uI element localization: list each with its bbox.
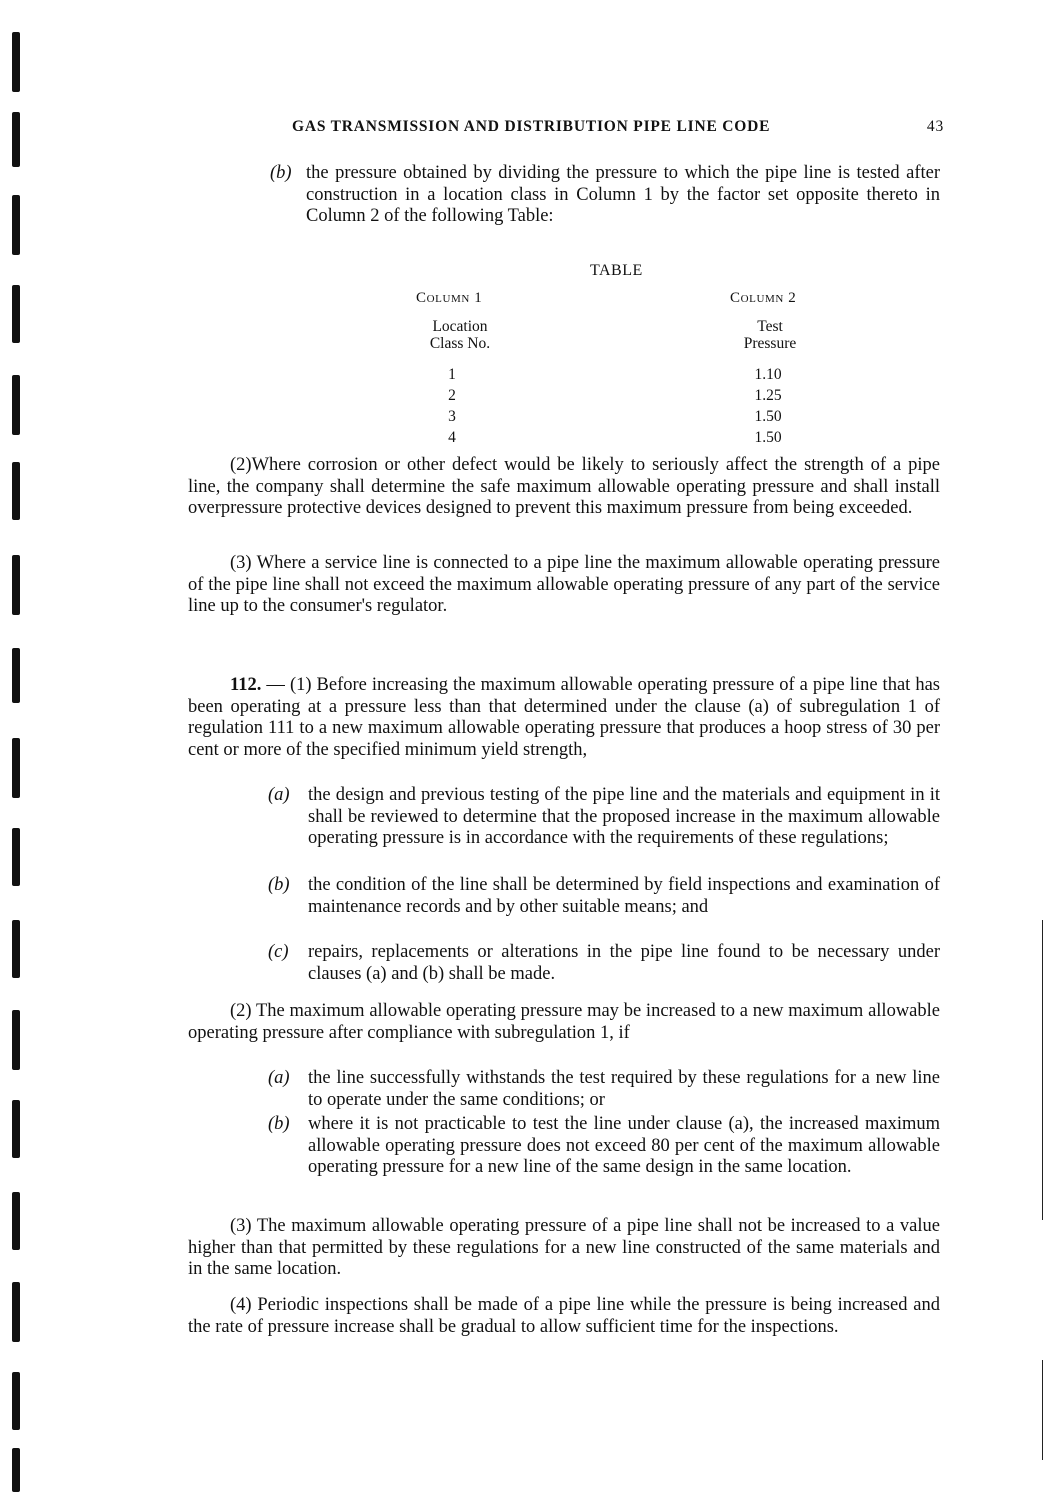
col1-subheading: Location Class No. [429,318,491,352]
binder-mark [12,1010,20,1070]
table-cell-pressure: 1.50 [754,429,782,446]
regulation-intro-text: — (1) Before increasing the maximum allowable operating pressure of a pipe line that has been operating at a pressure less than that determined under the clause (a) of subregulation 1 of regulation 111 to a new maximum allowable operating pressure that produces a hoop stress of 30 per cent or more of the specified minimum yield strength, [188,675,941,760]
clause-label: (a) [268,785,290,805]
binder-mark [12,32,20,92]
clause-text: the line successfully withstands the test required by these regulations for a new line to operate under the same conditions; or [308,1068,940,1110]
binder-mark [12,1100,20,1158]
clause-text: where it is not practicable to test the line under clause (a), the increased maximum allowable operating pressure does not exceed 80 per cent of the maximum allowable operating pressure for a new line of the same design in the same location. [308,1114,940,1177]
binder-mark [12,1372,20,1430]
running-header [292,118,944,136]
col2-heading: Column 2 [730,290,797,306]
clause-text: the condition of the line shall be determined by field inspections and examination of maintenance records and by other suitable means; and [308,875,940,917]
col2-subheading: Test Pressure [743,318,797,352]
col1-heading: Column 1 [416,290,483,306]
regulation-112-para-2: (2) The maximum allowable operating pressure may be increased to a new maximum allowable operating pressure after compliance with subregulation 1, if [188,1001,940,1043]
regulation-112-para-3: (3) The maximum allowable operating pressure of a pipe line shall not be increased to a value higher than that permitted by these regulations for a new line constructed of the same materials and in the same location. [188,1216,940,1279]
scan-edge-line [1042,1360,1043,1460]
table-cell-location: 1 [448,366,456,383]
clause-label: (b) [268,875,290,895]
regulation-112-para-4: (4) Periodic inspections shall be made of a pipe line while the pressure is being increased and the rate of pressure increase shall be gradual to allow sufficient time for the inspections. [188,1295,940,1337]
binder-mark [12,1282,20,1342]
scan-edge-line [1042,920,1043,1220]
binder-mark [12,555,20,615]
paragraph-3: (3) Where a service line is connected to a pipe line the maximum allowable operating pressure of the pipe line shall not exceed the maximum allowable operating pressure of any part of the service line up to the consumer's regulator. [188,553,940,616]
binder-mark [12,1448,20,1492]
binder-mark [12,285,20,343]
page-number: 43 [926,118,944,135]
table-cell-pressure: 1.50 [754,408,782,425]
header-title: GAS TRANSMISSION AND DISTRIBUTION PIPE LINE CODE [292,118,771,135]
clause-text: the design and previous testing of the pipe line and the materials and equipment in it shall be reviewed to determine that the proposed increase in the maximum allowable operating pressure is in accordance with the requirements of these regulations; [308,785,940,848]
table-cell-location: 4 [448,429,456,446]
table-cell-location: 2 [448,387,456,404]
clause-label: (c) [268,942,289,962]
clause-label: (a) [268,1068,290,1088]
binder-mark [12,375,20,435]
table-cell-pressure: 1.25 [754,387,782,404]
table-cell-location: 3 [448,408,456,425]
binder-mark [12,112,20,167]
binder-mark [12,648,20,703]
binder-mark [12,195,20,255]
clause-text: repairs, replacements or alterations in the pipe line found to be necessary under clauses (a) and (b) shall be made. [308,942,940,984]
clause-label: (b) [270,163,292,183]
binder-mark [12,920,20,978]
table-caption: TABLE [590,262,643,279]
regulation-number: 112. [230,675,262,695]
paragraph-2: (2)Where corrosion or other defect would be likely to seriously affect the strength of a pipe line, the company shall determine the safe maximum allowable operating pressure and shall install overpressure protective devices designed to prevent this maximum pressure from being exceeded. [188,455,940,518]
table-cell-pressure: 1.10 [754,366,782,383]
binder-mark [12,738,20,798]
binder-mark [12,462,20,520]
regulation-112-intro [188,675,940,761]
binder-mark [12,828,20,886]
clause-label: (b) [268,1114,290,1134]
binder-mark [12,1192,20,1250]
clause-text: the pressure obtained by dividing the pressure to which the pipe line is tested after construction in a location class in Column 1 by the factor set opposite thereto in Column 2 of the following Table: [306,163,940,226]
